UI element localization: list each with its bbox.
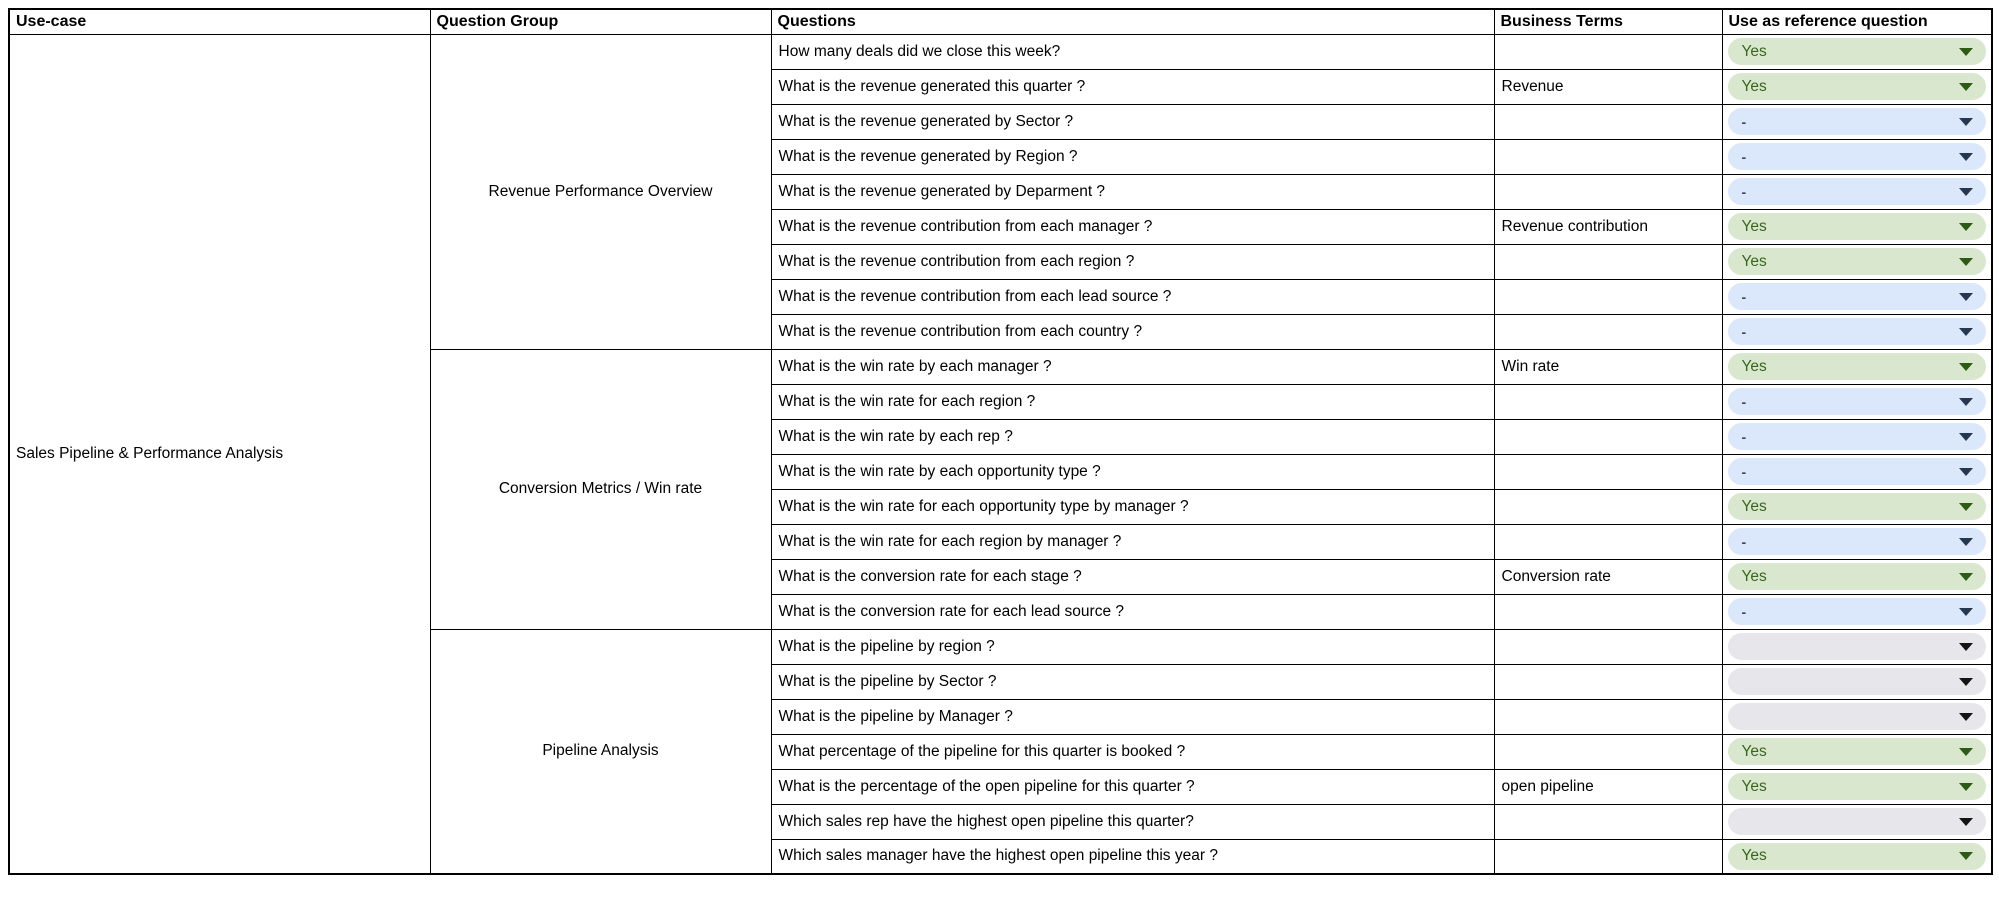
business-term-cell: Win rate (1494, 349, 1722, 384)
reference-cell (1722, 209, 1992, 244)
question-group-cell: Pipeline Analysis (430, 629, 771, 874)
question-cell: What is the revenue generated by Deparment ? (771, 174, 1494, 209)
chevron-down-icon (1959, 188, 1973, 196)
business-term-cell (1494, 174, 1722, 209)
reference-cell (1722, 594, 1992, 629)
question-cell: What is the conversion rate for each stage ? (771, 559, 1494, 594)
dropdown-value-label: Yes (1741, 567, 1767, 585)
reference-dropdown[interactable] (1728, 528, 1987, 555)
reference-dropdown[interactable] (1728, 248, 1987, 275)
column-header-use-case: Use-case (9, 9, 430, 34)
dropdown-value-label: Yes (1741, 742, 1767, 760)
question-cell: What is the percentage of the open pipeline for this quarter ? (771, 769, 1494, 804)
reference-dropdown[interactable] (1728, 598, 1987, 625)
reference-cell (1722, 384, 1992, 419)
reference-cell (1722, 629, 1992, 664)
chevron-down-icon (1959, 118, 1973, 126)
business-term-cell (1494, 594, 1722, 629)
question-cell: How many deals did we close this week? (771, 34, 1494, 69)
reference-cell (1722, 349, 1992, 384)
chevron-down-icon (1959, 748, 1973, 756)
reference-dropdown[interactable] (1728, 843, 1987, 870)
business-term-cell (1494, 489, 1722, 524)
question-cell: What is the win rate for each opportunity type by manager ? (771, 489, 1494, 524)
chevron-down-icon (1959, 713, 1973, 721)
reference-cell (1722, 664, 1992, 699)
reference-dropdown[interactable] (1728, 318, 1987, 345)
reference-cell (1722, 174, 1992, 209)
dropdown-value-label: Yes (1741, 357, 1767, 375)
business-term-cell (1494, 279, 1722, 314)
chevron-down-icon (1959, 538, 1973, 546)
dropdown-value-label: - (1741, 323, 1747, 340)
dropdown-value-label: - (1741, 113, 1747, 130)
chevron-down-icon (1959, 678, 1973, 686)
question-cell: What percentage of the pipeline for this quarter is booked ? (771, 734, 1494, 769)
dropdown-value-label: - (1741, 148, 1747, 165)
chevron-down-icon (1959, 293, 1973, 301)
business-term-cell (1494, 244, 1722, 279)
reference-dropdown[interactable] (1728, 423, 1987, 450)
question-cell: What is the win rate by each rep ? (771, 419, 1494, 454)
reference-dropdown[interactable] (1728, 108, 1987, 135)
reference-dropdown[interactable] (1728, 563, 1987, 590)
reference-cell (1722, 769, 1992, 804)
question-cell: Which sales rep have the highest open pipeline this quarter? (771, 804, 1494, 839)
reference-dropdown[interactable] (1728, 213, 1987, 240)
reference-cell (1722, 314, 1992, 349)
chevron-down-icon (1959, 48, 1973, 56)
dropdown-value-label: Yes (1741, 42, 1767, 60)
reference-cell (1722, 279, 1992, 314)
use-case-cell: Sales Pipeline & Performance Analysis (9, 34, 430, 874)
reference-dropdown[interactable] (1728, 38, 1987, 65)
chevron-down-icon (1959, 818, 1973, 826)
business-term-cell (1494, 104, 1722, 139)
chevron-down-icon (1959, 83, 1973, 91)
question-cell: What is the conversion rate for each lead source ? (771, 594, 1494, 629)
reference-dropdown[interactable] (1728, 703, 1987, 730)
header-row (9, 9, 1992, 34)
reference-dropdown[interactable] (1728, 283, 1987, 310)
chevron-down-icon (1959, 643, 1973, 651)
chevron-down-icon (1959, 153, 1973, 161)
reference-cell (1722, 804, 1992, 839)
business-term-cell: open pipeline (1494, 769, 1722, 804)
question-cell: What is the win rate for each region ? (771, 384, 1494, 419)
questions-table (8, 8, 1993, 875)
reference-dropdown[interactable] (1728, 458, 1987, 485)
business-term-cell (1494, 139, 1722, 174)
business-term-cell (1494, 454, 1722, 489)
reference-cell (1722, 454, 1992, 489)
column-header-question-group: Question Group (430, 9, 771, 34)
reference-cell (1722, 34, 1992, 69)
dropdown-value-label: - (1741, 393, 1747, 410)
reference-cell (1722, 244, 1992, 279)
dropdown-value-label: - (1741, 428, 1747, 445)
reference-dropdown[interactable] (1728, 143, 1987, 170)
business-term-cell (1494, 419, 1722, 454)
question-cell: What is the win rate by each opportunity type ? (771, 454, 1494, 489)
business-term-cell (1494, 839, 1722, 874)
reference-cell (1722, 699, 1992, 734)
business-term-cell (1494, 629, 1722, 664)
dropdown-value-label: Yes (1741, 777, 1767, 795)
dropdown-value-label: - (1741, 603, 1747, 620)
reference-cell (1722, 559, 1992, 594)
reference-dropdown[interactable] (1728, 493, 1987, 520)
reference-dropdown[interactable] (1728, 73, 1987, 100)
question-cell: What is the win rate for each region by manager ? (771, 524, 1494, 559)
column-header-business-terms: Business Terms (1494, 9, 1722, 34)
business-term-cell: Revenue contribution (1494, 209, 1722, 244)
question-cell: What is the revenue contribution from each region ? (771, 244, 1494, 279)
question-cell: What is the pipeline by region ? (771, 629, 1494, 664)
business-term-cell (1494, 34, 1722, 69)
question-cell: What is the revenue generated this quarter ? (771, 69, 1494, 104)
chevron-down-icon (1959, 363, 1973, 371)
reference-cell (1722, 104, 1992, 139)
business-term-cell (1494, 314, 1722, 349)
business-term-cell: Conversion rate (1494, 559, 1722, 594)
reference-cell (1722, 419, 1992, 454)
reference-cell (1722, 524, 1992, 559)
business-term-cell (1494, 804, 1722, 839)
chevron-down-icon (1959, 852, 1973, 860)
business-term-cell (1494, 664, 1722, 699)
chevron-down-icon (1959, 258, 1973, 266)
chevron-down-icon (1959, 608, 1973, 616)
dropdown-value-label: - (1741, 183, 1747, 200)
column-header-questions: Questions (771, 9, 1494, 34)
question-group-cell: Revenue Performance Overview (430, 34, 771, 349)
dropdown-value-label: - (1741, 533, 1747, 550)
business-term-cell: Revenue (1494, 69, 1722, 104)
chevron-down-icon (1959, 783, 1973, 791)
question-cell: What is the revenue contribution from each manager ? (771, 209, 1494, 244)
reference-cell (1722, 69, 1992, 104)
reference-dropdown[interactable] (1728, 388, 1987, 415)
dropdown-value-label: Yes (1741, 847, 1767, 865)
dropdown-value-label: Yes (1741, 497, 1767, 515)
reference-cell (1722, 139, 1992, 174)
business-term-cell (1494, 524, 1722, 559)
question-cell: What is the revenue generated by Region ? (771, 139, 1494, 174)
business-term-cell (1494, 384, 1722, 419)
reference-dropdown[interactable] (1728, 668, 1987, 695)
question-cell: What is the pipeline by Sector ? (771, 664, 1494, 699)
question-cell: Which sales manager have the highest open pipeline this year ? (771, 839, 1494, 874)
business-term-cell (1494, 734, 1722, 769)
reference-dropdown[interactable] (1728, 633, 1987, 660)
chevron-down-icon (1959, 503, 1973, 511)
dropdown-value-label: Yes (1741, 77, 1767, 95)
reference-dropdown[interactable] (1728, 178, 1987, 205)
dropdown-value-label: - (1741, 288, 1747, 305)
chevron-down-icon (1959, 398, 1973, 406)
reference-dropdown[interactable] (1728, 353, 1987, 380)
reference-dropdown[interactable] (1728, 808, 1987, 835)
question-cell: What is the revenue contribution from each country ? (771, 314, 1494, 349)
reference-cell (1722, 734, 1992, 769)
reference-cell (1722, 839, 1992, 874)
reference-dropdown[interactable] (1728, 738, 1987, 765)
dropdown-value-label: Yes (1741, 217, 1767, 235)
question-cell: What is the revenue contribution from each lead source ? (771, 279, 1494, 314)
reference-cell (1722, 489, 1992, 524)
chevron-down-icon (1959, 328, 1973, 336)
reference-dropdown[interactable] (1728, 773, 1987, 800)
question-group-cell: Conversion Metrics / Win rate (430, 349, 771, 629)
chevron-down-icon (1959, 223, 1973, 231)
business-term-cell (1494, 699, 1722, 734)
table-body (9, 34, 1992, 874)
chevron-down-icon (1959, 433, 1973, 441)
dropdown-value-label: - (1741, 463, 1747, 480)
chevron-down-icon (1959, 573, 1973, 581)
question-cell: What is the win rate by each manager ? (771, 349, 1494, 384)
table-row (9, 34, 1992, 69)
question-cell: What is the pipeline by Manager ? (771, 699, 1494, 734)
dropdown-value-label: Yes (1741, 252, 1767, 270)
chevron-down-icon (1959, 468, 1973, 476)
column-header-reference: Use as reference question (1722, 9, 1992, 34)
question-cell: What is the revenue generated by Sector ? (771, 104, 1494, 139)
